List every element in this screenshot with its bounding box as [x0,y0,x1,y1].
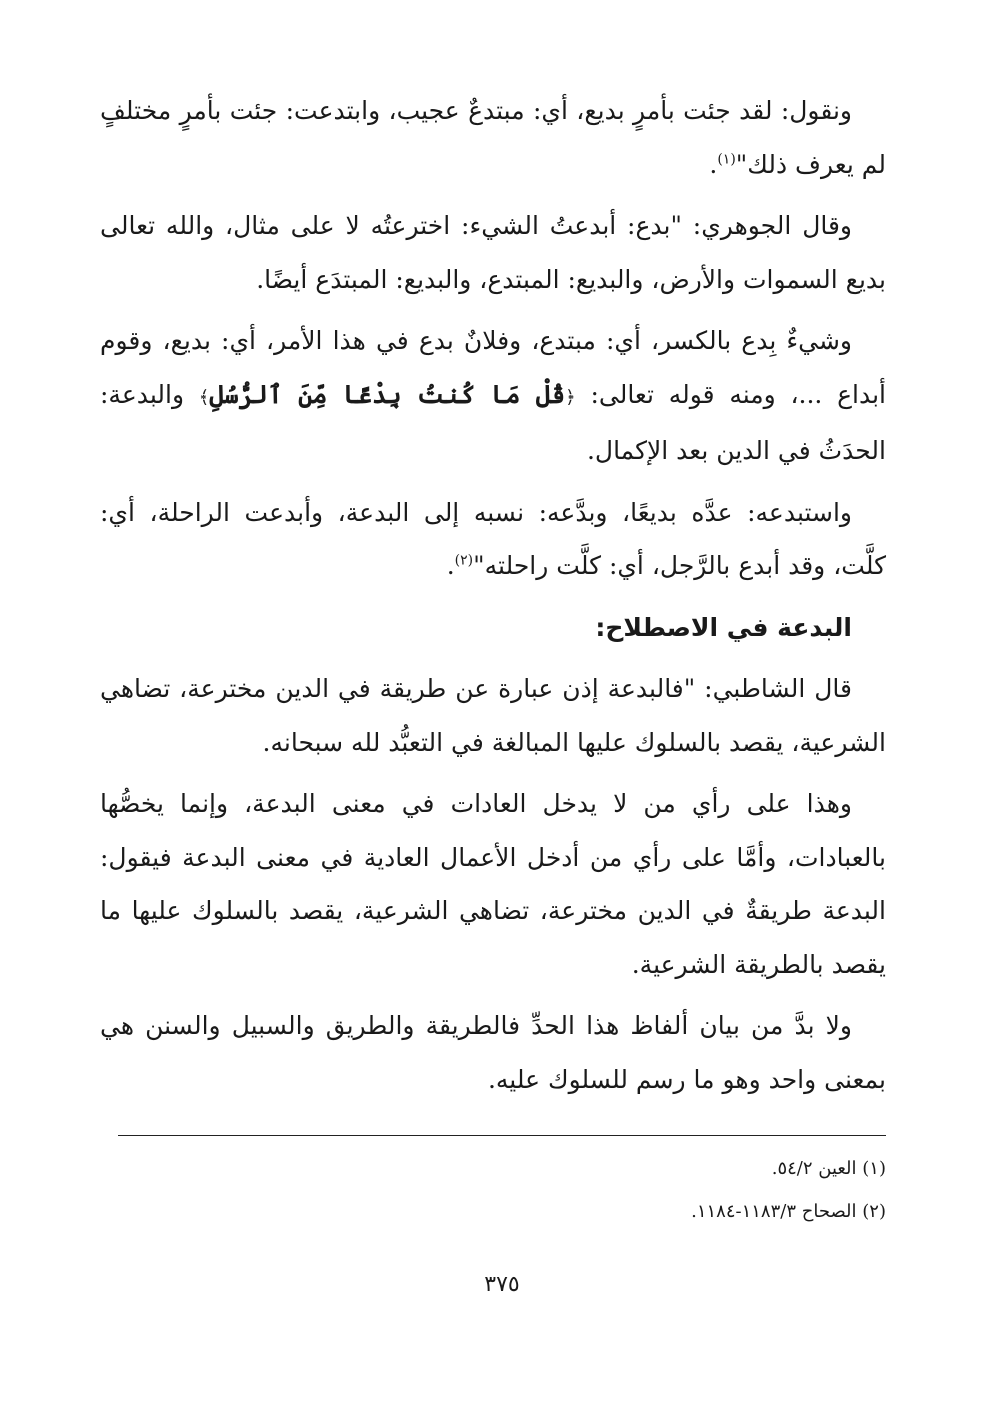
footnote-ref-1[interactable]: (١) [717,151,736,168]
quran-bracket-close: ﴾ [198,386,210,408]
paragraph-4-end: . [446,551,455,580]
paragraph-2: وقال الجوهري: "بدع: أبدعتُ الشيء: اخترعتُه لا على مثال، والله تعالى بديع السموات والأرض، والبديع: المبتدع، والبديع: المبتدَع أيضًا. [100,211,886,294]
paragraph-1-end: . [709,149,718,179]
footnote-1: (١) العين ٥٤/٢. [771,1158,886,1179]
paragraph-3 [100,314,886,478]
quran-bracket-open: ﴿ [565,386,576,408]
footnote-2: (٢) الصحاح ١١٨٣/٣-١١٨٤. [691,1201,886,1222]
footnote-divider [118,1135,886,1136]
section-heading: البدعة في الاصطلاح: [595,612,852,642]
footnote-ref-2[interactable]: (٢) [454,552,474,569]
page-body [100,84,886,1114]
page-number: ٣٧٥ [484,1272,520,1297]
paragraph-3-before: وشيءٌ بِدع بالكسر، أي: مبتدع، وفلانٌ بدع في هذا الأمر، أي: بديع، وقوم أبداع ...، ومنه قوله تعالى: [100,326,886,409]
footnotes [118,1150,886,1236]
paragraph-6: وهذا على رأي من لا يدخل العادات في معنى البدعة، وإنما يخصُّها بالعبادات، وأمَّا على رأي من أدخل الأعمال العادية في معنى البدعة فيقول: البدعة طريقةٌ في الدين مخترعة، تضاهي الشرعية، يقصد بالسلوك عليها ما يقصد بالطريقة الشرعية. [100,789,886,979]
paragraph-5: قال الشاطبي: "فالبدعة إذن عبارة عن طريقة في الدين مخترعة، تضاهي الشرعية، يقصد بالسلوك عليها المبالغة في التعبُّد لله سبحانه. [100,674,886,757]
paragraph-7: ولا بدَّ من بيان ألفاظ هذا الحدِّ فالطريقة والطريق والسبيل والسنن هي بمعنى واحد وهو ما رسم للسلوك عليه. [100,1011,886,1094]
paragraph-4-text: واستبدعه: عدَّه بديعًا، وبدَّعه: نسبه إلى البدعة، وأبدعت الراحلة، أي: كلَّت، وقد أبدع بالرَّجل، أي: كلَّت راحلته" [100,497,886,580]
paragraph-3-after: والبدعة: الحدَثُ في الدين بعد الإكمال. [100,379,886,465]
paragraph-1-text: ونقول: لقد جئت بأمرٍ بديع، أي: مبتدعٌ عجيب، وابتدعت: جئت بأمرٍ مختلفٍ لم يعرف ذلك" [100,96,886,179]
paragraph-1 [100,84,886,191]
quran-verse: قُلْ مَا كُنتُ بِدْعًا مِّنَ ٱلرُّسُلِ [209,379,566,409]
paragraph-4 [100,486,886,593]
